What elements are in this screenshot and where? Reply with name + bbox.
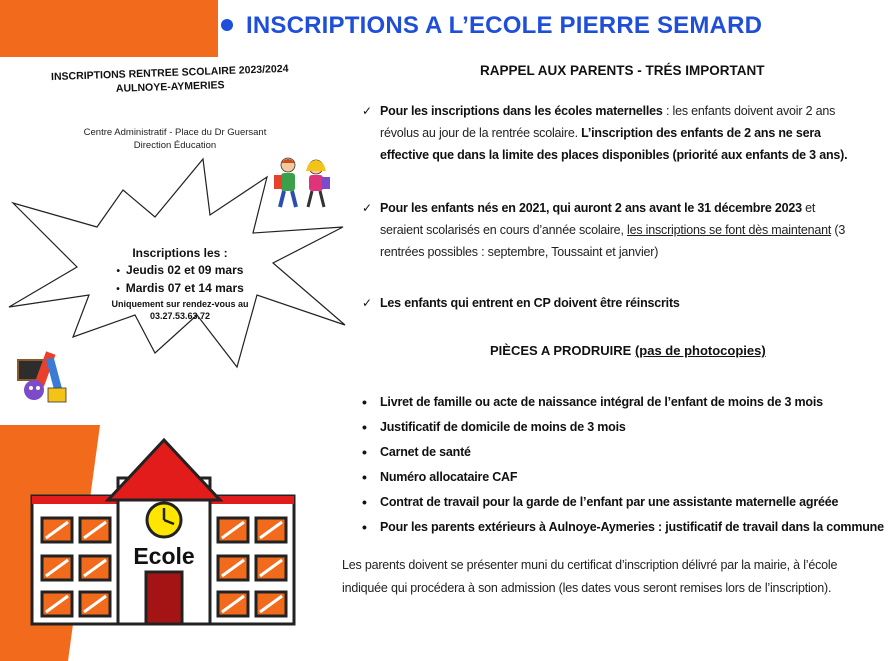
children-icon: [268, 155, 336, 213]
paragraph-cp: [380, 292, 860, 314]
phone-number: 03.27.53.63.72: [149, 311, 211, 321]
maternelle-bold2: L’inscription des enfants de 2 ans ne sera effective que dans la limite des places disponibles (priorité aux enfants de 3 ans).: [380, 126, 848, 162]
left-heading-line2: AULNOYE-AYMERIES: [115, 79, 225, 95]
left-heading-line1: INSCRIPTIONS RENTREE SCOLAIRE 2023/2024: [50, 62, 289, 84]
left-address: [45, 126, 305, 152]
orange-corner-top: [0, 0, 218, 57]
address-line2: Direction Éducation: [133, 140, 217, 151]
document-item: • Livret de famille ou acte de naissance intégral de l’enfant de moins de 3 mois: [362, 390, 872, 415]
maternelle-bold: Pour les inscriptions dans les écoles maternelles: [380, 104, 663, 118]
school-supplies-icon: [14, 348, 72, 408]
documents-list: [362, 390, 884, 540]
checkmark-icon: ✓: [362, 201, 373, 215]
page-title: INSCRIPTIONS A L’ECOLE PIERRE SEMARD: [246, 12, 763, 39]
school-building-icon: [28, 438, 298, 628]
paragraph-2021: [380, 197, 860, 263]
born-2021-text: et seraient scolarisés en cours d’année scolaire,: [380, 201, 816, 237]
born-2021-underline: les inscriptions se font dès maintenant: [627, 223, 832, 237]
pieces-heading: [490, 343, 766, 358]
star-title: Inscriptions les :: [132, 246, 228, 260]
document-item: • Numéro allocataire CAF: [362, 465, 872, 490]
date-item: • Jeudis 02 et 09 mars: [80, 262, 280, 280]
document-item: • Carnet de santé: [362, 440, 872, 465]
checkmark-icon: ✓: [362, 104, 373, 118]
address-line1: Centre Administratif - Place du Dr Guersant: [83, 127, 267, 138]
bullet-dot-icon: [221, 19, 233, 31]
checkmark-icon: ✓: [362, 296, 373, 310]
school-sign-text: Ecole: [133, 543, 195, 569]
maternelle-text: : les enfants doivent avoir 2 ans révolus au jour de la rentrée scolaire.: [380, 104, 836, 140]
document-item: • Pour les parents extérieurs à Aulnoye-Aymeries : justificatif de travail dans la commune: [362, 515, 872, 540]
paragraph-maternelle: [380, 100, 860, 166]
footer-note: Les parents doivent se présenter muni du certificat d’inscription délivré par la mairie, à l’école indiquée qui procédera à son admission (les dates vous seront remises lors de l’inscription).: [342, 558, 838, 595]
pieces-title: PIÈCES A PRODRUIRE: [490, 343, 632, 358]
born-2021-text2: (3 rentrées possibles : septembre, Toussaint et janvier): [380, 223, 846, 259]
document-item: • Justificatif de domicile de moins de 3 mois: [362, 415, 872, 440]
appointment-note: Uniquement sur rendez-vous au: [111, 299, 249, 309]
document-item: • Contrat de travail pour la garde de l’enfant par une assistante maternelle agréée: [362, 490, 872, 515]
born-2021-bold: Pour les enfants nés en 2021, qui auront 2 ans avant le 31 décembre 2023: [380, 201, 802, 215]
pieces-note: (pas de photocopies): [634, 343, 766, 358]
left-heading: [20, 61, 321, 99]
date-item: • Mardis 07 et 14 mars: [80, 280, 280, 298]
rappel-heading: RAPPEL AUX PARENTS - TRÉS IMPORTANT: [480, 63, 765, 78]
star-content: [80, 246, 280, 322]
cp-bold: Les enfants qui entrent en CP doivent être réinscrits: [380, 296, 680, 310]
date-list: [80, 262, 280, 298]
